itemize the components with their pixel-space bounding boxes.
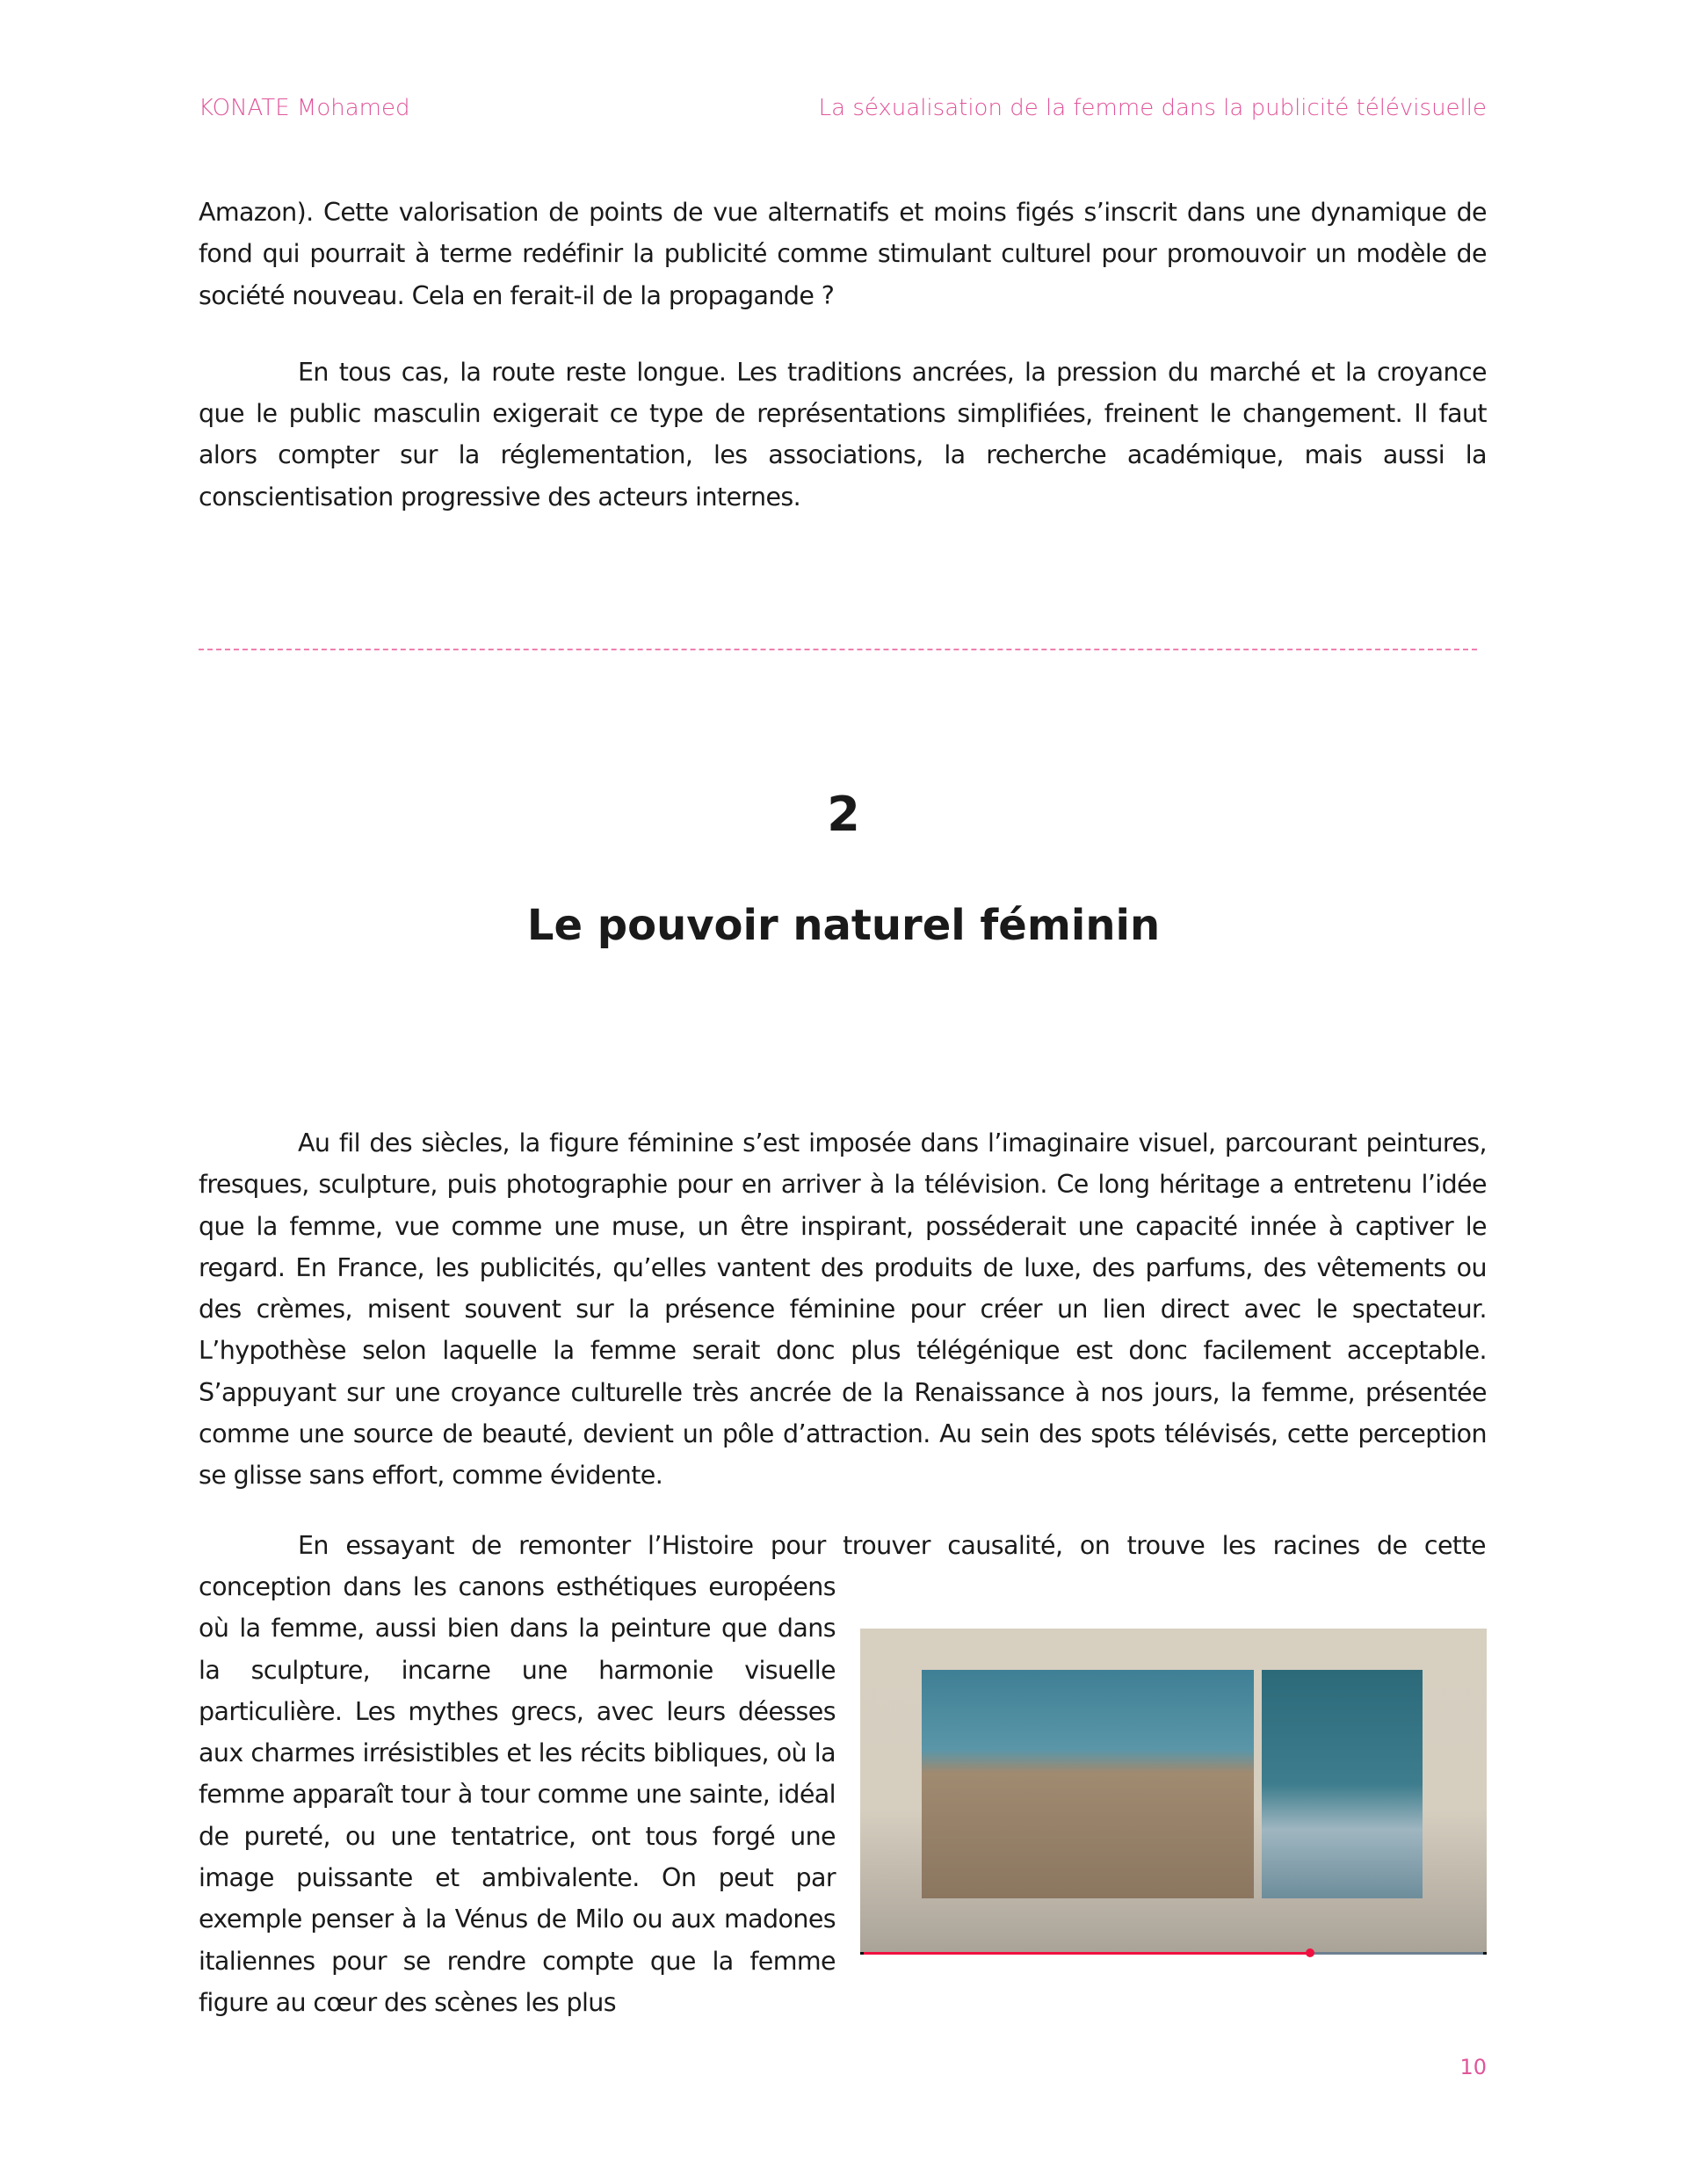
- paragraph: Au fil des siècles, la figure féminine s’est imposée dans l’imaginaire visuel, parcourant peintures, fresques, sculpture, puis photographie pour en arriver à la télévision. Ce long héritage a entretenu l’idée que la femme, vue comme une muse, un être inspirant, posséderait une capacité innée à captiver le regard. En France, les publicités, qu’elles vantent des produits de luxe, des parfums, des vêtements ou des crèmes, misent souvent sur la présence féminine pour créer un lien direct avec le spectateur. L’hypothèse selon laquelle la femme serait donc plus télégénique est donc facilement acceptable. S’appuyant sur une croyance culturelle très ancrée de la Renaissance à nos jours, la femme, présentée comme une source de beauté, devient un pôle d’attraction. Au sein des spots télévisés, cette perception se glisse sans effort, comme évidente.: [199, 1128, 1487, 1491]
- chapter-title: Le pouvoir naturel féminin: [526, 901, 1161, 950]
- video-frame-snow: [1262, 1670, 1423, 1898]
- video-progress-played: [864, 1952, 1310, 1955]
- paragraph: Amazon). Cette valorisation de points de vue alternatifs et moins figés s’inscrit dans une dynamique de fond qui pourrait à terme redéfinir la publicité comme stimulant culturel pour promouvoir un modèle de société nouveau. Cela en ferait-il de la propagande ?: [199, 198, 1487, 310]
- header-author: KONATE Mohamed: [199, 95, 410, 121]
- paragraph: En essayant de remonter l’Histoire pour trouver causalité, on trouve les racines de cette conception dans les canons esthétiques européens où la femme, aussi bien dans la peinture que dans la sculpture, incarne une harmonie visuelle particulière. Les mythes grecs, avec leurs déesses aux charmes irrésistibles et les récits bibliques, où la femme apparaît tour à tour comme une sainte, idéal de pureté, ou une tentatrice, ont tous forgé une image puissante et ambivalente. On peut par exemple penser à la Vénus de Milo ou aux madones italiennes pour se rendre compte que la femme figure au cœur des scènes les plus: [199, 1530, 1486, 2017]
- top-text: [199, 192, 1487, 518]
- section-divider: [199, 649, 1477, 650]
- paragraph: En tous cas, la route reste longue. Les traditions ancrées, la pression du marché et la croyance que le public masculin exigerait ce type de représentations simplifiées, freinent le changement. Il faut alors compter sur la réglementation, les associations, la recherche académique, mais aussi la conscientisation progressive des acteurs internes.: [199, 357, 1487, 512]
- video-frame-dock: [922, 1670, 1254, 1898]
- header-title: La séxualisation de la femme dans la publicité télévisuelle: [818, 95, 1487, 121]
- page-number: 10: [1459, 2055, 1487, 2079]
- video-scrubber-handle[interactable]: [1306, 1948, 1314, 1957]
- chapter-number: 2: [827, 787, 860, 842]
- video-player[interactable]: [860, 1629, 1487, 1955]
- video-progress-bar[interactable]: [860, 1952, 1487, 1955]
- body-text: [199, 1122, 1487, 2023]
